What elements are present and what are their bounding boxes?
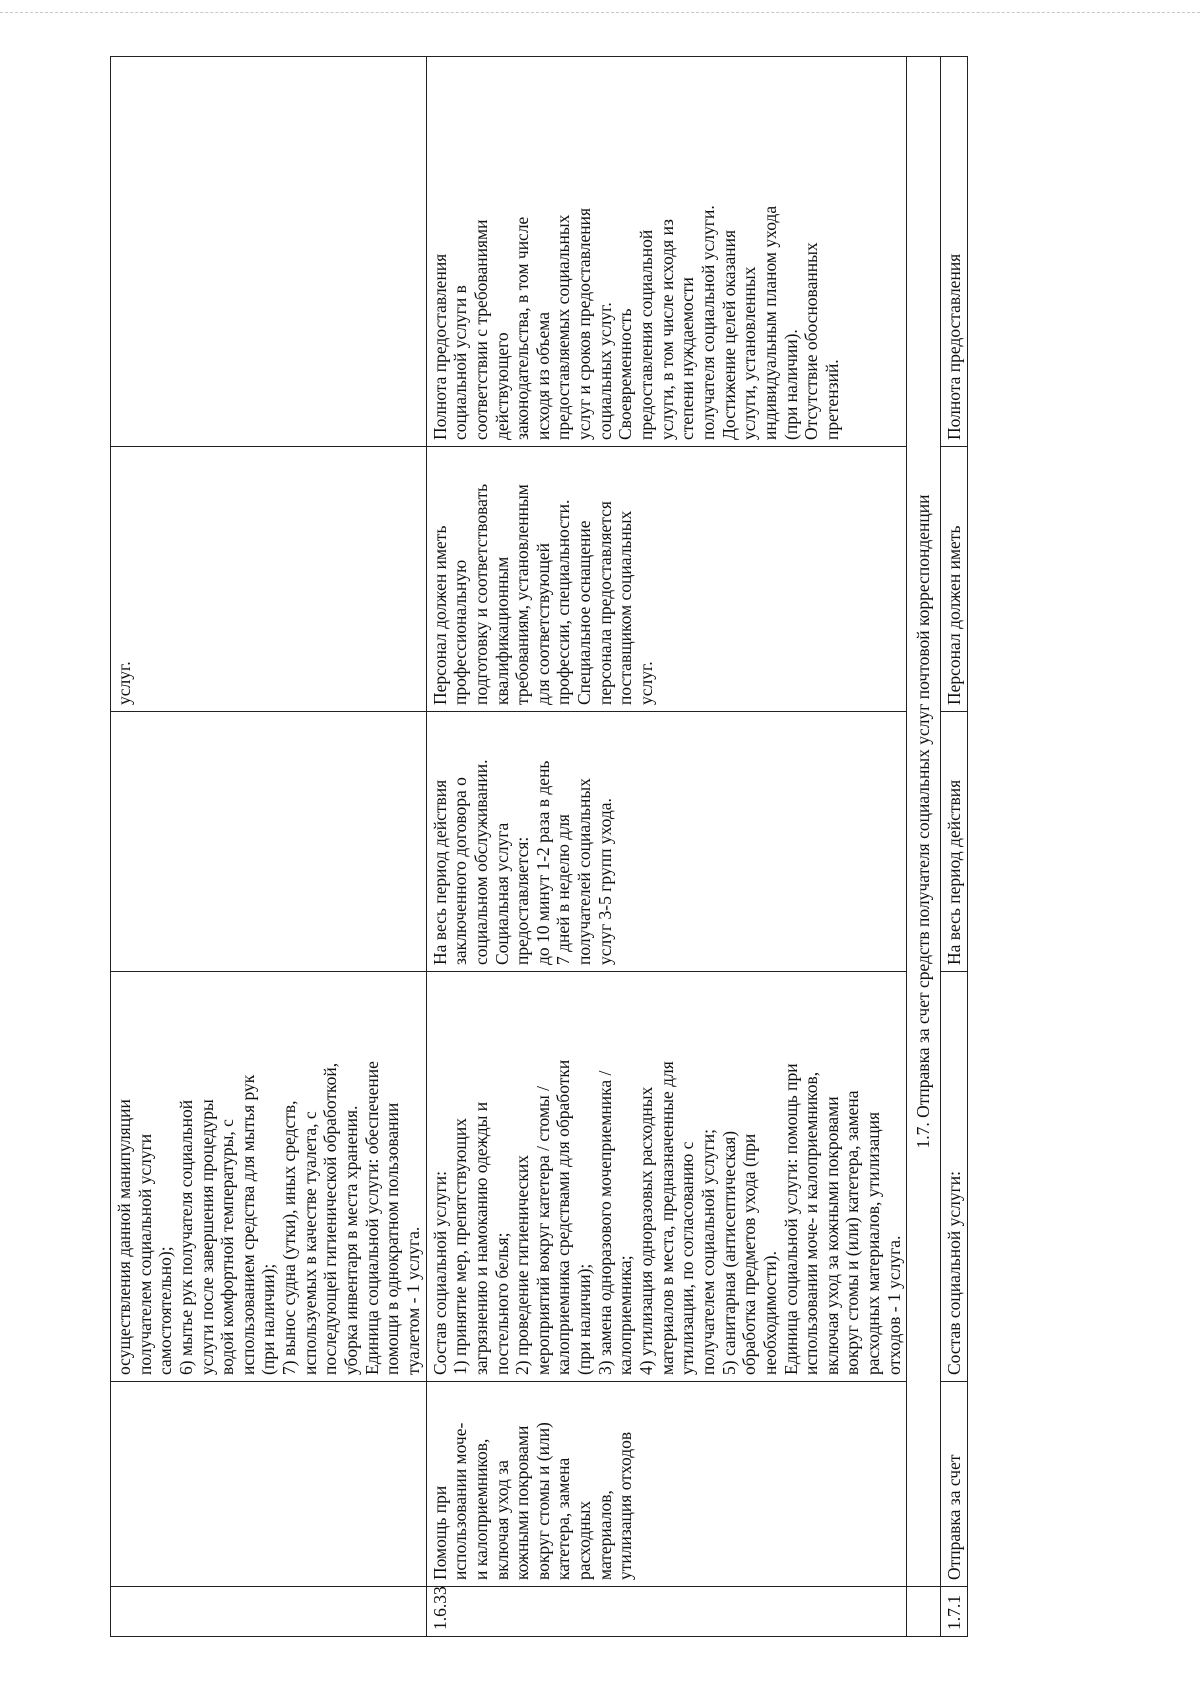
cell-text-line: получателем социальной услуги	[134, 1133, 155, 1375]
cell-conditions	[111, 447, 427, 712]
cell-text-line: Персонал должен иметь	[943, 525, 964, 705]
cell-text-line: Единица социальной услуги: обеспечение	[361, 1061, 382, 1375]
cell-text-line: Персонал должен иметь	[429, 525, 450, 705]
cell-text-line: расходных материалов, утилизация	[863, 1111, 884, 1375]
cell-text-line: 6) мытье рук получателя социальной	[175, 1099, 196, 1375]
cell-service-content	[940, 972, 967, 1382]
cell-number: 1.6.33	[426, 1587, 907, 1637]
cell-text-line: для соответствующей	[532, 542, 553, 705]
cell-text-line: и калоприемников,	[470, 1438, 491, 1580]
cell-conditions	[426, 447, 907, 712]
cell-text-line: законодательства, в том числе	[512, 216, 533, 440]
cell-text-line: калоприемника;	[615, 1255, 636, 1375]
cell-text-line: подготовку и соответствовать	[470, 483, 491, 705]
cell-text-line: (при наличии).	[780, 329, 801, 440]
cell-text-line: действующего	[491, 332, 512, 440]
cell-text-line: утилизация отходов	[615, 1431, 636, 1580]
cell-text-line: степени нуждаемости	[677, 277, 698, 440]
cell-text-line: профессии, специальности.	[553, 499, 574, 705]
cell-number: 1.7.1	[940, 1587, 967, 1637]
cell-text-line: получателем социальной услуги;	[697, 1129, 718, 1375]
cell-text-line: На весь период действия	[429, 779, 450, 965]
section-heading-row	[907, 57, 941, 1637]
cell-text-line: Своевременность	[615, 308, 636, 440]
cell-text-line: социальных услуг.	[594, 302, 615, 440]
cell-quality	[111, 57, 427, 447]
cell-text-line: претензий.	[821, 359, 842, 440]
cell-text-line: осуществления данной манипуляции	[114, 1099, 134, 1375]
cell-text-line: мероприятий вокруг катетера / стомы /	[532, 1085, 553, 1375]
cell-text-line: квалификационным	[491, 556, 512, 705]
cell-text-line: материалов в места, предназначенные для	[656, 1061, 677, 1375]
cell-text-line: использованием средства для мытья рук	[237, 1074, 258, 1375]
cell-text-line: услуги, в том числе исходя из	[656, 219, 677, 440]
cell-text-line: 7 дней в неделю для	[553, 814, 574, 965]
cell-text-line: индивидуальным планом ухода	[759, 205, 780, 440]
cell-empty	[907, 1587, 941, 1637]
cell-text-line: (при наличии);	[258, 1263, 279, 1375]
cell-text-line: соответствии с требованиями	[470, 219, 491, 440]
cell-text-line: услуг.	[636, 661, 657, 705]
cell-text-line: заключенного договора о	[450, 777, 471, 965]
cell-text-line: На весь период действия	[943, 779, 964, 965]
cell-text-line: Состав социальной услуги:	[429, 1170, 450, 1375]
cell-text-line: предоставляется:	[512, 836, 533, 965]
cell-text-line: используемых в качестве туалета, с	[299, 1111, 320, 1375]
cell-text-line: катетера, замена	[553, 1457, 574, 1580]
cell-text-line: социальном обслуживании.	[470, 759, 491, 965]
cell-text-line: самостоятельно);	[155, 1246, 176, 1375]
cell-text-line: уборка инвентаря в места хранения.	[341, 1105, 362, 1375]
cell-text-line: обработка предметов ухода (при	[739, 1133, 760, 1375]
cell-text-line: 3) замена одноразового мочеприемника /	[594, 1070, 615, 1375]
cell-text-line: услуг.	[114, 661, 134, 705]
cell-text-line: помощи в однократном пользовании	[382, 1102, 403, 1375]
cell-service-content	[426, 972, 907, 1382]
cell-number	[111, 1587, 427, 1637]
cell-text-line: 4) утилизация одноразовых расходных	[636, 1086, 657, 1375]
cell-text-line: Специальное оснащение	[574, 520, 595, 705]
cell-text-line: вокруг стомы и (или) катетера, замена	[842, 1090, 863, 1375]
scan-top-edge	[0, 12, 1200, 13]
rotated-page	[110, 57, 1090, 1637]
cell-quality	[940, 57, 967, 447]
cell-text-line: услуги, установленных	[739, 266, 760, 440]
table-row-1-6-33	[426, 57, 907, 1637]
cell-text-line: поставщиком социальных	[615, 510, 636, 705]
cell-text-line: Полнота предоставления	[429, 253, 450, 440]
cell-text-line: Отсутствие обоснованных	[801, 242, 822, 440]
cell-text-line: использовании моче-	[450, 1422, 471, 1580]
cell-quality	[426, 57, 907, 447]
cell-text-line: постельного белья;	[491, 1232, 512, 1375]
cell-text-line: расходных	[574, 1500, 595, 1580]
cell-text-line: загрязнению и намоканию одежды и	[470, 1101, 491, 1375]
cell-service-name	[111, 1382, 427, 1587]
cell-text-line: необходимости).	[759, 1251, 780, 1375]
cell-text-line: получателей социальных	[574, 778, 595, 965]
cell-text-line: социальной услуги в	[450, 285, 471, 440]
cell-service-name	[426, 1382, 907, 1587]
cell-text-line: включая уход за	[491, 1460, 512, 1580]
cell-text-line: последующей гигиенической обработкой,	[320, 1062, 341, 1375]
cell-text-line: использовании моче- и калоприемников,	[801, 1071, 822, 1375]
cell-text-line: Полнота предоставления	[943, 253, 964, 440]
cell-text-line: водой комфортной температуры, с	[217, 1119, 238, 1375]
cell-text-line: требованиям, установленным	[512, 484, 533, 705]
cell-text-line: Социальная услуга	[491, 822, 512, 965]
cell-text-line: исходя из объема	[532, 312, 553, 440]
table-row-continuation	[111, 57, 427, 1637]
cell-text-line: (при наличии);	[574, 1263, 595, 1375]
cell-term	[111, 712, 427, 972]
cell-text-line: получателя социальной услуги.	[697, 205, 718, 440]
cell-text-line: персонала предоставляется	[594, 501, 615, 705]
cell-text-line: Состав социальной услуги:	[943, 1170, 964, 1375]
cell-text-line: 1) принятие мер, препятствующих	[450, 1118, 471, 1375]
cell-text-line: 5) санитарная (антисептическая)	[718, 1130, 739, 1375]
cell-text-line: предоставления социальной	[636, 229, 657, 440]
cell-text-line: Единица социальной услуги: помощь при	[780, 1063, 801, 1375]
cell-text-line: до 10 минут 1-2 раза в день	[532, 760, 553, 965]
cell-text-line: Помощь при	[429, 1485, 450, 1580]
cell-text-line: Достижение целей оказания	[718, 230, 739, 440]
cell-text-line: отходов - 1 услуга.	[883, 1235, 904, 1375]
cell-term	[426, 712, 907, 972]
cell-text-line: услуг и сроков предоставления	[574, 207, 595, 440]
cell-service-name	[940, 1382, 967, 1587]
cell-text-line: услуг 3-5 групп ухода.	[594, 798, 615, 965]
cell-text-line: утилизации, по согласованию с	[677, 1141, 698, 1375]
cell-text-line: услуги после завершения процедуры	[196, 1099, 217, 1375]
cell-text-line: включая уход за кожными покровами	[821, 1096, 842, 1375]
cell-service-content	[111, 972, 427, 1382]
section-heading: 1.7. Отправка за счет средств получателя социальных услуг почтовой корреспонденции	[907, 57, 941, 1587]
services-table	[110, 56, 968, 1637]
cell-text-line: предоставляемых социальных	[553, 214, 574, 440]
table-row-1-7-1	[940, 57, 967, 1637]
cell-text-line: кожными покровами	[512, 1425, 533, 1580]
cell-text-line: туалетом - 1 услуга.	[402, 1226, 423, 1375]
cell-text-line: 2) проведение гигиенических	[512, 1154, 533, 1375]
cell-text-line: калоприемника средствами для обработки	[553, 1059, 574, 1375]
cell-text-line: Отправка за счет	[943, 1454, 964, 1580]
cell-text-line: профессиональную	[450, 559, 471, 705]
cell-text-line: 7) вынос судна (утки), иных средств,	[279, 1100, 300, 1375]
cell-conditions	[940, 447, 967, 712]
cell-text-line: вокруг стомы и (или)	[532, 1422, 553, 1580]
cell-text-line: материалов,	[594, 1490, 615, 1580]
cell-term	[940, 712, 967, 972]
